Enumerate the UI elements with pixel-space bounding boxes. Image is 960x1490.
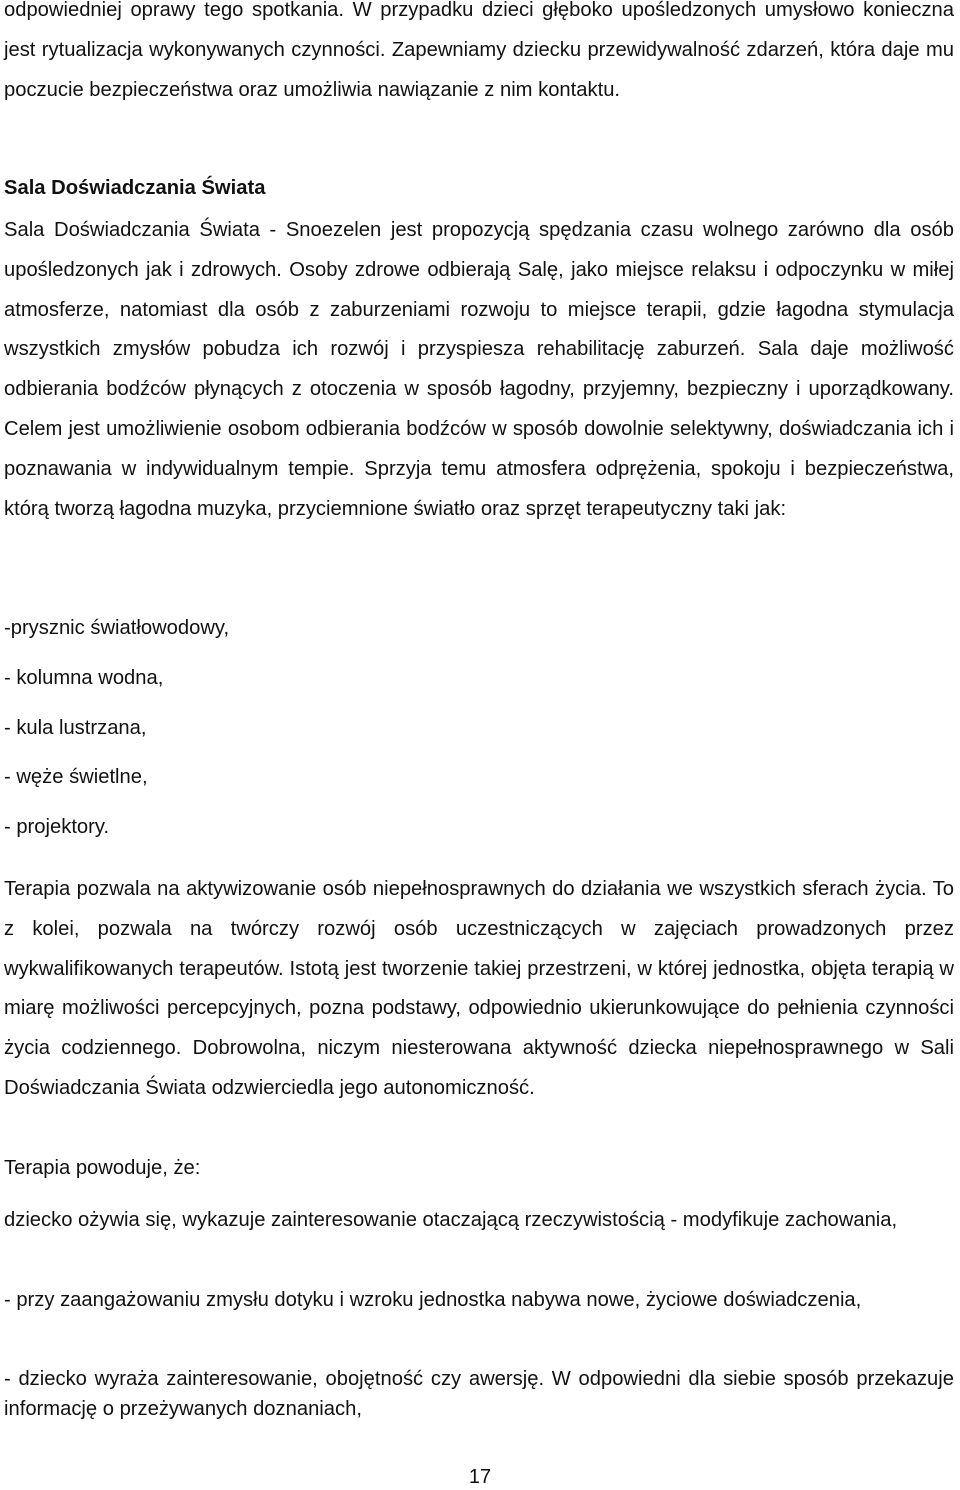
effect-list-item: - dziecko wyraża zainteresowanie, obojętność czy awersję. W odpowiedni dla siebie sposób przekazuje informację o przeżywanych doznaniach, bbox=[4, 1368, 954, 1420]
equipment-list-item: - kula lustrzana, bbox=[4, 717, 147, 739]
paragraph-intro: odpowiedniej oprawy tego spotkania. W przypadku dzieci głęboko upośledzonych umysłowo konieczna jest rytualizacja wykonywanych czynności. Zapewniamy dziecku przewidywalność zdarzeń, która daje mu poczucie bezpieczeństwa oraz umożliwia nawiązanie z nim kontaktu. bbox=[4, 0, 954, 101]
page-number: 17 bbox=[468, 1466, 492, 1488]
equipment-list-item: - węże świetlne, bbox=[4, 766, 148, 788]
paragraph-sala: Sala Doświadczania Świata - Snoezelen jest propozycją spędzania czasu wolnego zarówno dla osób upośledzonych jak i zdrowych. Osoby zdrowe odbierają Salę, jako miejsce relaksu i odpoczynku w miłej atmosferze, natomiast dla osób z zaburzeniami rozwoju to miejsce terapii, gdzie łagodna stymulacja wszystkich zmysłów pobudza ich rozwój i przyspiesza rehabilitację zaburzeń. Sala daje możliwość odbierania bodźców płynących z otoczenia w sposób łagodny, przyjemny, bezpieczny i uporządkowany. Celem jest umożliwienie osobom odbierania bodźców w sposób dowolnie selektywny, doświadczania ich i poznawania w indywidualnym tempie. Sprzyja temu atmosfera odprężenia, spokoju i bezpieczeństwa, którą tworzą łagodna muzyka, przyciemnione światło oraz sprzęt terapeutyczny taki jak: bbox=[4, 219, 954, 520]
paragraph-powoduje: Terapia powoduje, że: bbox=[4, 1157, 201, 1179]
section-heading: Sala Doświadczania Świata bbox=[4, 177, 266, 199]
equipment-list-item: - kolumna wodna, bbox=[4, 667, 164, 689]
effect-list-item: - przy zaangażowaniu zmysłu dotyku i wzroku jednostka nabywa nowe, życiowe doświadczenia, bbox=[4, 1289, 862, 1311]
paragraph-terapia: Terapia pozwala na aktywizowanie osób niepełnosprawnych do działania we wszystkich sferach życia. To z kolei, pozwala na twórczy rozwój osób uczestniczących w zajęciach prowadzonych przez wykwalifikowanych terapeutów. Istotą jest tworzenie takiej przestrzeni, w której jednostka, objęta terapią w miarę możliwości percepcyjnych, pozna podstawy, odpowiednio ukierunkowujące do pełnienia czynności życia codziennego. Dobrowolna, niczym niesterowana aktywność dziecka niepełnosprawnego w Sali Doświadczania Świata odzwierciedla jego autonomiczność. bbox=[4, 878, 954, 1099]
equipment-list-item: -prysznic światłowodowy, bbox=[4, 617, 230, 639]
effect-list-item: dziecko ożywia się, wykazuje zainteresowanie otaczającą rzeczywistością - modyfikuje zachowania, bbox=[4, 1209, 898, 1231]
equipment-list-item: - projektory. bbox=[4, 816, 110, 838]
